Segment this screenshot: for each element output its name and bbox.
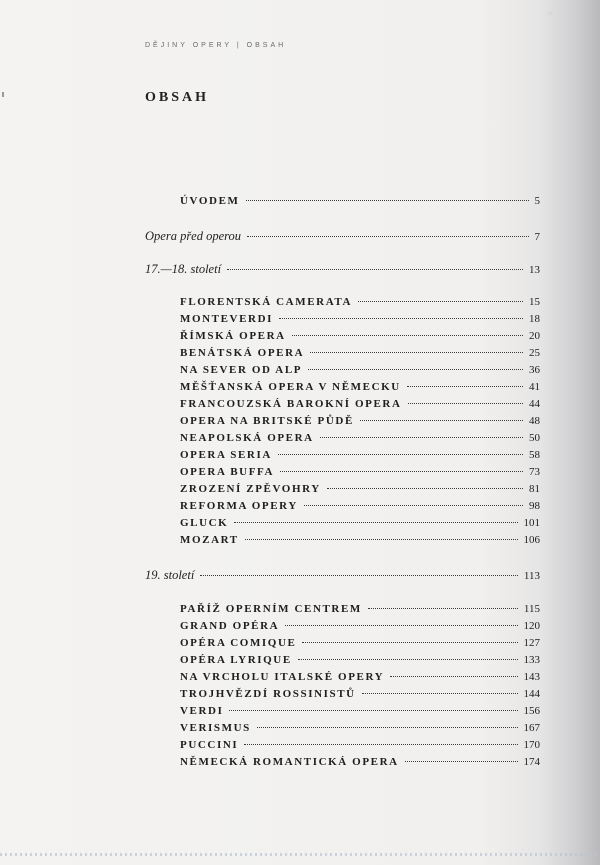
toc-entry-label: ŘÍMSKÁ OPERA — [180, 330, 286, 342]
toc-entry-label: NEAPOLSKÁ OPERA — [180, 432, 314, 444]
dot-leader — [285, 625, 517, 626]
toc-entry-page: 36 — [529, 364, 540, 376]
toc-entry — [180, 703, 540, 719]
toc-entry-label: OPERA NA BRITSKÉ PŮDĚ — [180, 415, 354, 427]
page-bottom-edge — [0, 853, 600, 856]
dot-leader — [358, 301, 523, 302]
toc-entry — [180, 515, 540, 531]
toc-entry-label: MĚŠŤANSKÁ OPERA V NĚMECKU — [180, 381, 401, 393]
dot-leader — [244, 744, 517, 745]
toc-entry-label: GLUCK — [180, 517, 229, 529]
toc-entry-label: OPERA BUFFA — [180, 466, 275, 478]
dot-leader — [320, 437, 523, 438]
toc-entry — [180, 362, 540, 378]
dot-leader — [390, 676, 517, 677]
running-head: DĚJINY OPERY | OBSAH — [145, 42, 287, 49]
toc-entry-label: ZROZENÍ ZPĚVOHRY — [180, 483, 321, 495]
toc-entry — [180, 447, 540, 463]
toc-entry — [180, 498, 540, 514]
toc-entry-page: 106 — [523, 534, 540, 546]
dot-leader — [257, 727, 518, 728]
dot-leader — [279, 318, 523, 319]
toc-entry — [180, 396, 540, 412]
toc-entry-page: 144 — [523, 688, 540, 700]
dot-leader — [229, 710, 517, 711]
toc-entry-page: 133 — [523, 654, 540, 666]
toc-entry-label: NĚMECKÁ ROMANTICKÁ OPERA — [180, 756, 399, 768]
toc-entry — [180, 652, 540, 668]
toc-entry-label: MONTEVERDI — [180, 313, 274, 325]
toc-entry-page: 101 — [523, 517, 540, 529]
toc-section-entry — [145, 261, 540, 277]
toc-entry — [180, 430, 540, 446]
dot-leader — [360, 420, 523, 421]
toc-entry-page: 18 — [529, 313, 540, 325]
dot-leader — [308, 369, 523, 370]
toc-entry-label: OPÉRA LYRIQUE — [180, 654, 292, 666]
toc-entry-page: 44 — [529, 398, 540, 410]
toc-entry-page: 127 — [523, 637, 540, 649]
toc-entry-page: 167 — [523, 722, 540, 734]
toc-entry-label: VERDI — [180, 705, 224, 717]
toc-entry — [180, 413, 540, 429]
toc-entry-page: 15 — [529, 296, 540, 308]
toc-entry-page: 170 — [523, 739, 540, 751]
toc-entry — [180, 601, 540, 617]
dot-leader — [278, 454, 523, 455]
toc-entry-page: 48 — [529, 415, 540, 427]
toc-entry-label: TROJHVĚZDÍ ROSSINISTŮ — [180, 688, 356, 700]
toc-entry — [180, 328, 540, 344]
toc-entry-label: GRAND OPÉRA — [180, 620, 280, 632]
toc-entry-label: PAŘÍŽ OPERNÍM CENTREM — [180, 603, 362, 615]
toc-section-entry — [145, 567, 540, 583]
toc-entry-page: 143 — [523, 671, 540, 683]
dot-leader — [200, 575, 518, 576]
toc-entry-page: 13 — [529, 264, 540, 276]
toc-entry — [180, 379, 540, 395]
toc-entry — [180, 294, 540, 310]
toc-entry-page: 50 — [529, 432, 540, 444]
toc-section-entry — [145, 228, 540, 244]
dot-leader — [292, 335, 523, 336]
dot-leader — [247, 236, 528, 237]
toc-entry-label: MOZART — [180, 534, 239, 546]
toc-entry — [180, 635, 540, 651]
toc-entry-page: 58 — [529, 449, 540, 461]
toc-entry — [180, 720, 540, 736]
toc-entry-label: VERISMUS — [180, 722, 251, 734]
toc-entry-page: 156 — [523, 705, 540, 717]
toc-entry-page: 113 — [523, 570, 540, 582]
toc-entry-label: 17.—18. století — [145, 262, 222, 276]
dot-leader — [408, 403, 523, 404]
toc-entry-label: OPERA SERIA — [180, 449, 272, 461]
toc-entry — [180, 345, 540, 361]
dot-leader — [234, 522, 517, 523]
toc-entry — [180, 737, 540, 753]
toc-entry — [180, 686, 540, 702]
dot-leader — [368, 608, 518, 609]
toc-entry — [180, 532, 540, 548]
toc-entry — [180, 481, 540, 497]
toc-entry-label: Opera před operou — [145, 229, 242, 243]
toc-entry-label: REFORMA OPERY — [180, 500, 298, 512]
toc-entry-label: NA VRCHOLU ITALSKÉ OPERY — [180, 671, 385, 683]
toc-entry-label: NA SEVER OD ALP — [180, 364, 303, 376]
dot-leader — [246, 200, 529, 201]
toc-entry-label: OPÉRA COMIQUE — [180, 637, 297, 649]
dot-leader — [245, 539, 518, 540]
toc-entry — [180, 618, 540, 634]
toc-entry-page: 174 — [523, 756, 540, 768]
toc-entry — [180, 311, 540, 327]
toc-entry — [180, 464, 540, 480]
dot-leader — [405, 761, 518, 762]
toc-entry-label: FRANCOUZSKÁ BAROKNÍ OPERA — [180, 398, 402, 410]
toc-entry — [180, 669, 540, 685]
dot-leader — [327, 488, 523, 489]
toc-entry-page: 115 — [523, 603, 540, 615]
toc-entry-page: 20 — [529, 330, 540, 342]
toc-entry-page: 73 — [529, 466, 540, 478]
page-title: OBSAH — [145, 90, 210, 105]
toc-entry-page: 120 — [523, 620, 540, 632]
toc-entry-page: 98 — [529, 500, 540, 512]
toc-entry-page: 41 — [529, 381, 540, 393]
toc-entry-label: 19. století — [145, 568, 195, 582]
toc-entry-label: ÚVODEM — [180, 195, 240, 207]
dot-leader — [302, 642, 517, 643]
toc-entry-label: BENÁTSKÁ OPERA — [180, 347, 305, 359]
dot-leader — [227, 269, 523, 270]
toc-entry-label: FLORENTSKÁ CAMERATA — [180, 296, 353, 308]
dot-leader — [362, 693, 518, 694]
toc-entry-label: PUCCINI — [180, 739, 239, 751]
dot-leader — [298, 659, 518, 660]
dot-leader — [280, 471, 523, 472]
toc-entry-page: 81 — [529, 483, 540, 495]
dot-leader — [407, 386, 523, 387]
toc-entry — [180, 754, 540, 770]
dot-leader — [304, 505, 523, 506]
dot-leader — [310, 352, 523, 353]
toc-entry-page: 5 — [534, 195, 540, 207]
toc-entry-page: 7 — [534, 231, 540, 243]
toc-entry-page: 25 — [529, 347, 540, 359]
toc-entry — [180, 193, 540, 209]
